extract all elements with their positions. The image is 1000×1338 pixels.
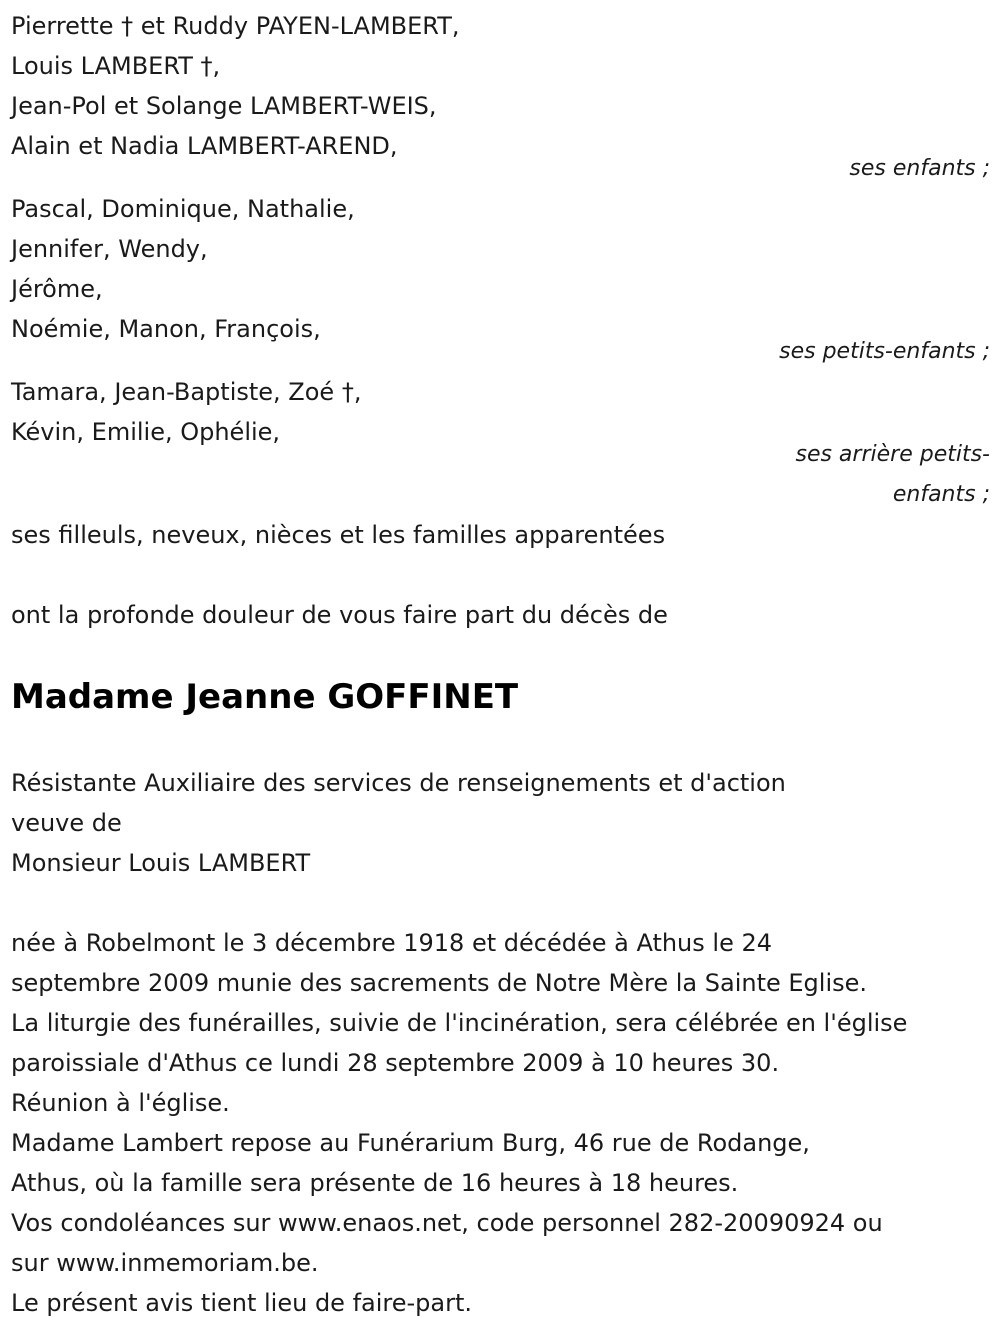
- body-line: Vos condoléances sur www.enaos.net, code personnel 282-20090924 ou: [11, 1209, 883, 1237]
- body-line: Athus, où la famille sera présente de 16 heures à 18 heures.: [11, 1169, 739, 1197]
- children-line: Pierrette † et Ruddy PAYEN-LAMBERT,: [11, 12, 460, 40]
- grandchildren-line: Pascal, Dominique, Nathalie,: [11, 195, 355, 223]
- deceased-detail: veuve de: [11, 809, 122, 837]
- great-grandchildren-label: enfants ;: [892, 482, 990, 507]
- children-label: ses enfants ;: [849, 156, 990, 181]
- body-line: La liturgie des funérailles, suivie de l'incinération, sera célébrée en l'église: [11, 1009, 908, 1037]
- body-line: Réunion à l'église.: [11, 1089, 230, 1117]
- announcement: ont la profonde douleur de vous faire part du décès de: [11, 601, 668, 629]
- other-relatives: ses filleuls, neveux, nièces et les familles apparentées: [11, 521, 666, 549]
- body-line: septembre 2009 munie des sacrements de Notre Mère la Sainte Eglise.: [11, 969, 868, 997]
- great-grandchildren-label: ses arrière petits-: [795, 442, 990, 467]
- body-line: Le présent avis tient lieu de faire-part.: [11, 1289, 473, 1317]
- body-line: sur www.inmemoriam.be.: [11, 1249, 319, 1277]
- grandchildren-line: Jérôme,: [11, 275, 103, 303]
- deceased-detail: Résistante Auxiliaire des services de renseignements et d'action: [11, 769, 786, 797]
- children-line: Louis LAMBERT †,: [11, 52, 221, 80]
- great-grandchildren-line: Tamara, Jean-Baptiste, Zoé †,: [11, 378, 362, 406]
- grandchildren-line: Noémie, Manon, François,: [11, 315, 321, 343]
- children-line: Jean-Pol et Solange LAMBERT-WEIS,: [11, 92, 437, 120]
- body-line: Madame Lambert repose au Funérarium Burg, 46 rue de Rodange,: [11, 1129, 810, 1157]
- grandchildren-line: Jennifer, Wendy,: [11, 235, 208, 263]
- deceased-detail: Monsieur Louis LAMBERT: [11, 849, 311, 877]
- great-grandchildren-line: Kévin, Emilie, Ophélie,: [11, 418, 281, 446]
- body-line: paroissiale d'Athus ce lundi 28 septembre 2009 à 10 heures 30.: [11, 1049, 780, 1077]
- body-line: née à Robelmont le 3 décembre 1918 et décédée à Athus le 24: [11, 929, 773, 957]
- deceased-name: Madame Jeanne GOFFINET: [11, 677, 519, 717]
- grandchildren-label: ses petits-enfants ;: [779, 339, 990, 364]
- children-line: Alain et Nadia LAMBERT-AREND,: [11, 132, 398, 160]
